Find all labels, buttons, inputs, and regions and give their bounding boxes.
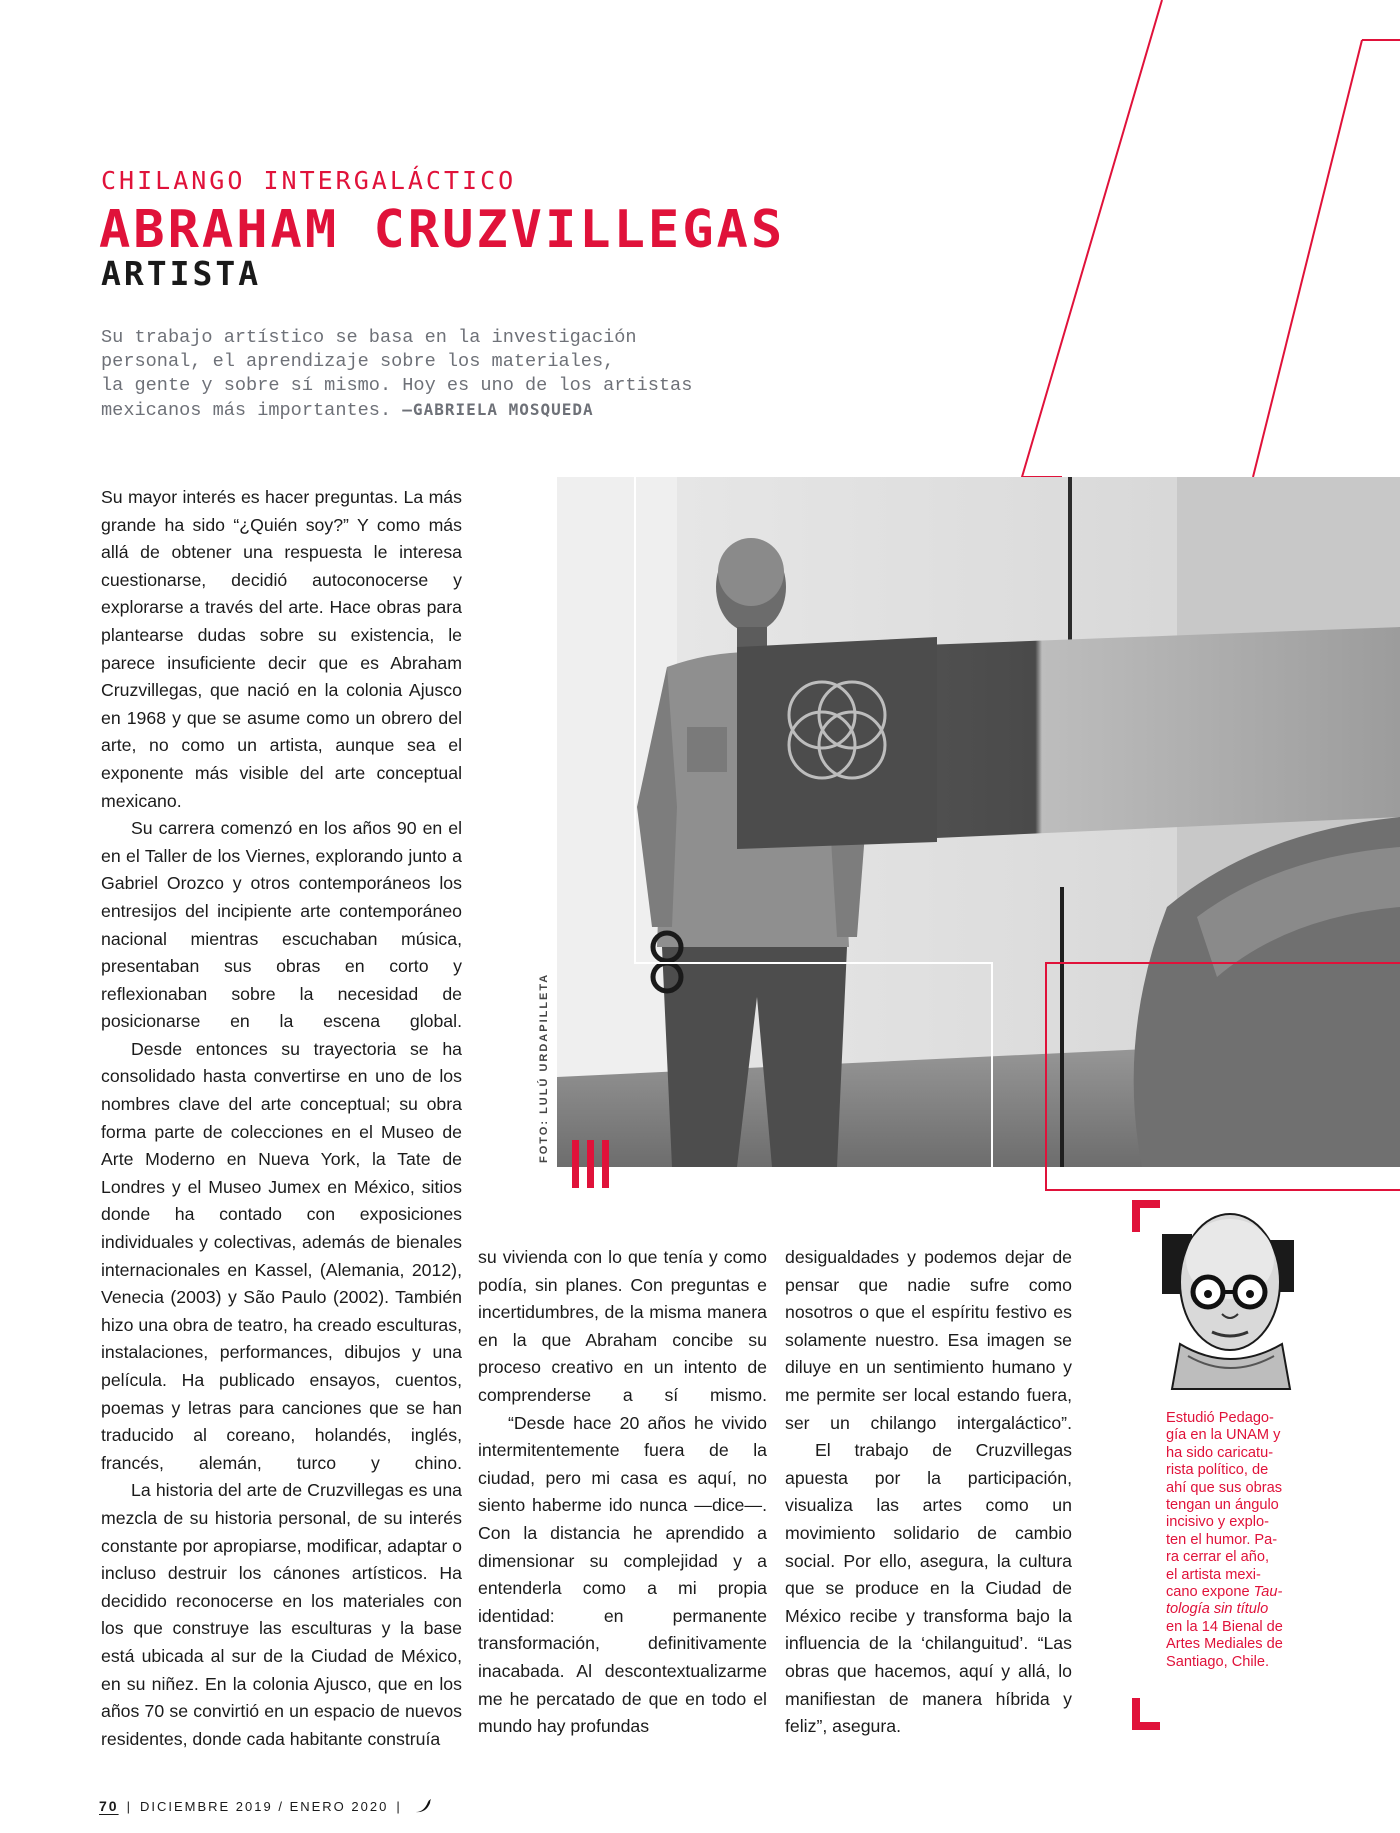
intro-line: la gente y sobre sí mismo. Hoy es uno de los artistas: [101, 375, 693, 396]
intro-author: –GABRIELA MOSQUEDA: [402, 400, 594, 419]
paragraph: Su carrera comenzó en los años 90 en el en el Taller de los Viernes, explorando junto a Gabriel Orozco y otros contemporáneos los entresijos del incipiente arte contemporáneo nacional mientras escuchaban música, presentaban sus obras en corto y reflexionaban sobre la necesidad de posicionarse en la escena global.: [101, 818, 462, 1032]
page-footer: [99, 1798, 432, 1817]
intro-line: Su trabajo artístico se basa en la investigación: [101, 327, 637, 348]
sidebar-line-text: cano expone: [1166, 1584, 1254, 1601]
footer-separator: |: [396, 1799, 402, 1814]
sidebar-line: incisivo y explo-: [1166, 1514, 1270, 1531]
section-kicker: CHILANGO INTERGALÁCTICO: [101, 166, 517, 195]
page-number: 70: [99, 1798, 119, 1814]
sidebar-line: ra cerrar el año,: [1166, 1549, 1270, 1566]
sidebar-line: tengan un ángulo: [1166, 1497, 1279, 1514]
article-title: ABRAHAM CRUZVILLEGAS: [99, 200, 786, 260]
issue-date: DICIEMBRE 2019 / ENERO 2020: [139, 1799, 389, 1814]
sidebar-work-title-cont: tología sin título: [1166, 1601, 1269, 1618]
footer-separator: |: [126, 1799, 132, 1814]
paragraph: Su mayor interés es hacer preguntas. La más grande ha sido “¿Quién soy?” Y como más allá de obtener una respuesta le interesa cuestionarse, decidió autoconocerse y explorarse a través del arte. Hace obras para plantearse dudas sobre su existencia, le parece insuficiente decir que es Abraham Cruzvillegas, que nació en la colonia Ajusco en 1968 y que se asume como un obrero del arte, no como un artista, aunque sea el exponente más visible del arte conceptual mexicano.: [101, 487, 462, 811]
paragraph: Desde entonces su trayectoria se ha consolidado hasta convertirse en uno de los nombres clave del arte conceptual; su obra forma parte de colecciones en el Museo de Arte Moderno en Nueva York, la Tate de Londres y el Museo Jumex en México, sitios donde ha contado con exposiciones individuales y colectivas, además de bienales internacionales en Kassel, (Alemania, 2012), Venecia (2003) y São Paulo (2002). También hizo una obra de teatro, ha creado esculturas, instalaciones, performances, dibujos y una película. Ha publicado ensayos, cuentos, poemas y letras para canciones que se han traducido al coreano, holandés, inglés, francés, alemán, turco y chino.: [101, 1038, 462, 1473]
paragraph: “Desde hace 20 años he vivido intermitentemente fuera de la ciudad, pero mi casa es aquí, no siento haberme ido nunca —dice—. Con la distancia he aprendido a dimensionar su complejidad y a entenderla como a mi propia identidad: en permanente transformación, definitivamente inacabada. Al descontextualizarme me he percatado de que en todo el mundo hay profundas: [478, 1412, 767, 1737]
sidebar-line: rista político, de: [1166, 1462, 1269, 1479]
sidebar-line: ahí que sus obras: [1166, 1479, 1283, 1496]
artist-caricature: [1160, 1204, 1300, 1394]
sidebar-line: ha sido caricatu-: [1166, 1444, 1274, 1461]
intro-line: personal, el aprendizaje sobre los materiales,: [101, 351, 615, 372]
paragraph: El trabajo de Cruzvillegas apuesta por la participación, visualiza las artes como un movimiento solidario de cambio social. Por ello, asegura, la cultura que se produce en la Ciudad de México recibe y transforma bajo la influencia de la ‘chilanguitud’. “Las obras que hacemos, aquí y allá, lo manifiestan de manera híbrida y feliz”, asegura.: [785, 1440, 1072, 1737]
sidebar-line: [1166, 1601, 1301, 1618]
photo-credit: FOTO: LULÚ URDAPILLETA: [538, 972, 550, 1163]
sidebar-line: Artes Mediales de: [1166, 1636, 1283, 1653]
sidebar-line: el artista mexi-: [1166, 1566, 1261, 1583]
chili-icon: [414, 1798, 432, 1817]
article-subtitle: ARTISTA: [101, 254, 262, 293]
paragraph: La historia del arte de Cruzvillegas es una mezcla de su historia personal, de su interés constante por apropiarse, modificar, adaptar o incluso destruir los cánones artísticos. Ha decidido reconocerse en los materiales con los que construye las esculturas y la base está ubicada al sur de la Ciudad de México, en su niñez. En la colonia Ajusco, que en los años 70 se convirtió en un espacio de nuevos residentes, donde cada habitante construía: [101, 1480, 462, 1749]
sidebar-line: en la 14 Bienal de: [1166, 1618, 1283, 1635]
sidebar-line: [1166, 1584, 1301, 1601]
caricature-drawing: [1160, 1204, 1300, 1394]
paragraph: desigualdades y podemos dejar de pensar que nadie sufre como nosotros o que el espíritu festivo es solamente nuestro. Esa imagen se diluye en un sentimiento humano y me permite ser local estando fuera, ser un chilango intergaláctico”.: [785, 1247, 1072, 1433]
sidebar-caption: [1166, 1410, 1301, 1671]
sidebar-work-title: Tau-: [1253, 1584, 1283, 1601]
sidebar-line: Santiago, Chile.: [1166, 1653, 1270, 1670]
intro-line-text: mexicanos más importantes.: [101, 400, 392, 421]
paragraph: su vivienda con lo que tenía y como podía, sin planes. Con preguntas e incertidumbres, de la misma manera en la que Abraham concibe su proceso creativo en un intento de comprenderse a sí mismo.: [478, 1247, 767, 1405]
sidebar-line: ten el humor. Pa-: [1166, 1531, 1278, 1548]
sidebar-line: gía en la UNAM y: [1166, 1427, 1281, 1444]
sidebar-line: Estudió Pedago-: [1166, 1410, 1274, 1426]
